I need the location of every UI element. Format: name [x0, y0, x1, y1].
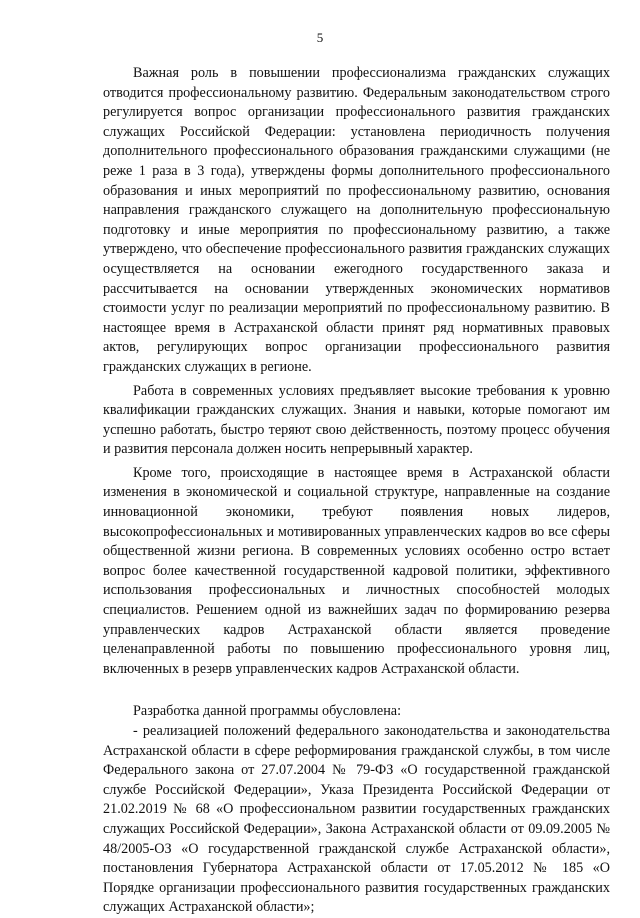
paragraph-professional-development: Важная роль в повышении профессионализма гражданских служащих отводится профессиональному развитию. Федеральным законодательством строго регулируется вопрос организации профессионального развития гражданских служащих Российской Федерации: установлена периодичность получения дополнительного профессионального образования гражданскими служащими (не реже 1 раза в 3 года), утверждены формы дополнительного профессионального образования и иных мероприятий по профессиональному развитию, основания направления гражданского служащего на дополнительную профессиональную подготовку и иные мероприятия по профессиональному развитию, а также утверждено, что обеспечение профессионального развития гражданских служащих осуществляется на основании ежегодного государственного заказа и рассчитывается на основании утвержденных экономических нормативов стоимости услуг по реализации мероприятий по профессиональному развитию. В настоящее время в Астраханской области принят ряд нормативных правовых актов, регулирующих вопрос организации профессионального развития гражданских служащих в регионе.: [103, 65, 610, 375]
paragraph-regional-changes: Кроме того, происходящие в настоящее время в Астраханской области изменения в экономической и социальной структуре, направленные на создание инновационной экономики, требуют появления новых лидеров, высокопрофессиональных и мотивированных управленческих кадров во все сферы общественной жизни региона. В современных условиях особенно остро встает вопрос более качественной государственной кадровой политики, эффективного использования профессиональных и личностных способностей молодых специалистов. Решением одной из важнейших задач по формированию резерва управленческих кадров Астраханской области является проведение целенаправленной работы по повышению профессионального уровня лиц, включенных в резерв управленческих кадров Астраханской области.: [103, 464, 610, 677]
document-body: [103, 64, 610, 918]
list-item-legislation: - реализацией положений федерального законодательства и законодательства Астраханской области в сфере реформирования гражданской службы, в том числе Федерального закона от 27.07.2004 № 79-ФЗ «О государственной гражданской службе Российской Федерации», Указа Президента Российской Федерации от 21.02.2019 № 68 «О профессиональном развитии государственных гражданских служащих Российской Федерации», Закона Астраханской области от 09.09.2005 № 48/2005-ОЗ «О государственной гражданской службе Астраханской области», постановления Губернатора Астраханской области от 17.05.2012 № 185 «О Порядке организации профессионального развития государственных гражданских служащих Астраханской области»;: [103, 723, 610, 916]
paragraph-program-rationale: Разработка данной программы обусловлена:: [133, 703, 402, 720]
page-number: 5: [316, 30, 324, 45]
paragraph-modern-conditions: Работа в современных условиях предъявляет высокие требования к уровню квалификации гражданских служащих. Знания и навыки, которые помогают им успешно работать, быстро теряют свою действенность, поэтому процесс обучения и развития персонала должен носить непрерывный характер.: [103, 382, 610, 458]
